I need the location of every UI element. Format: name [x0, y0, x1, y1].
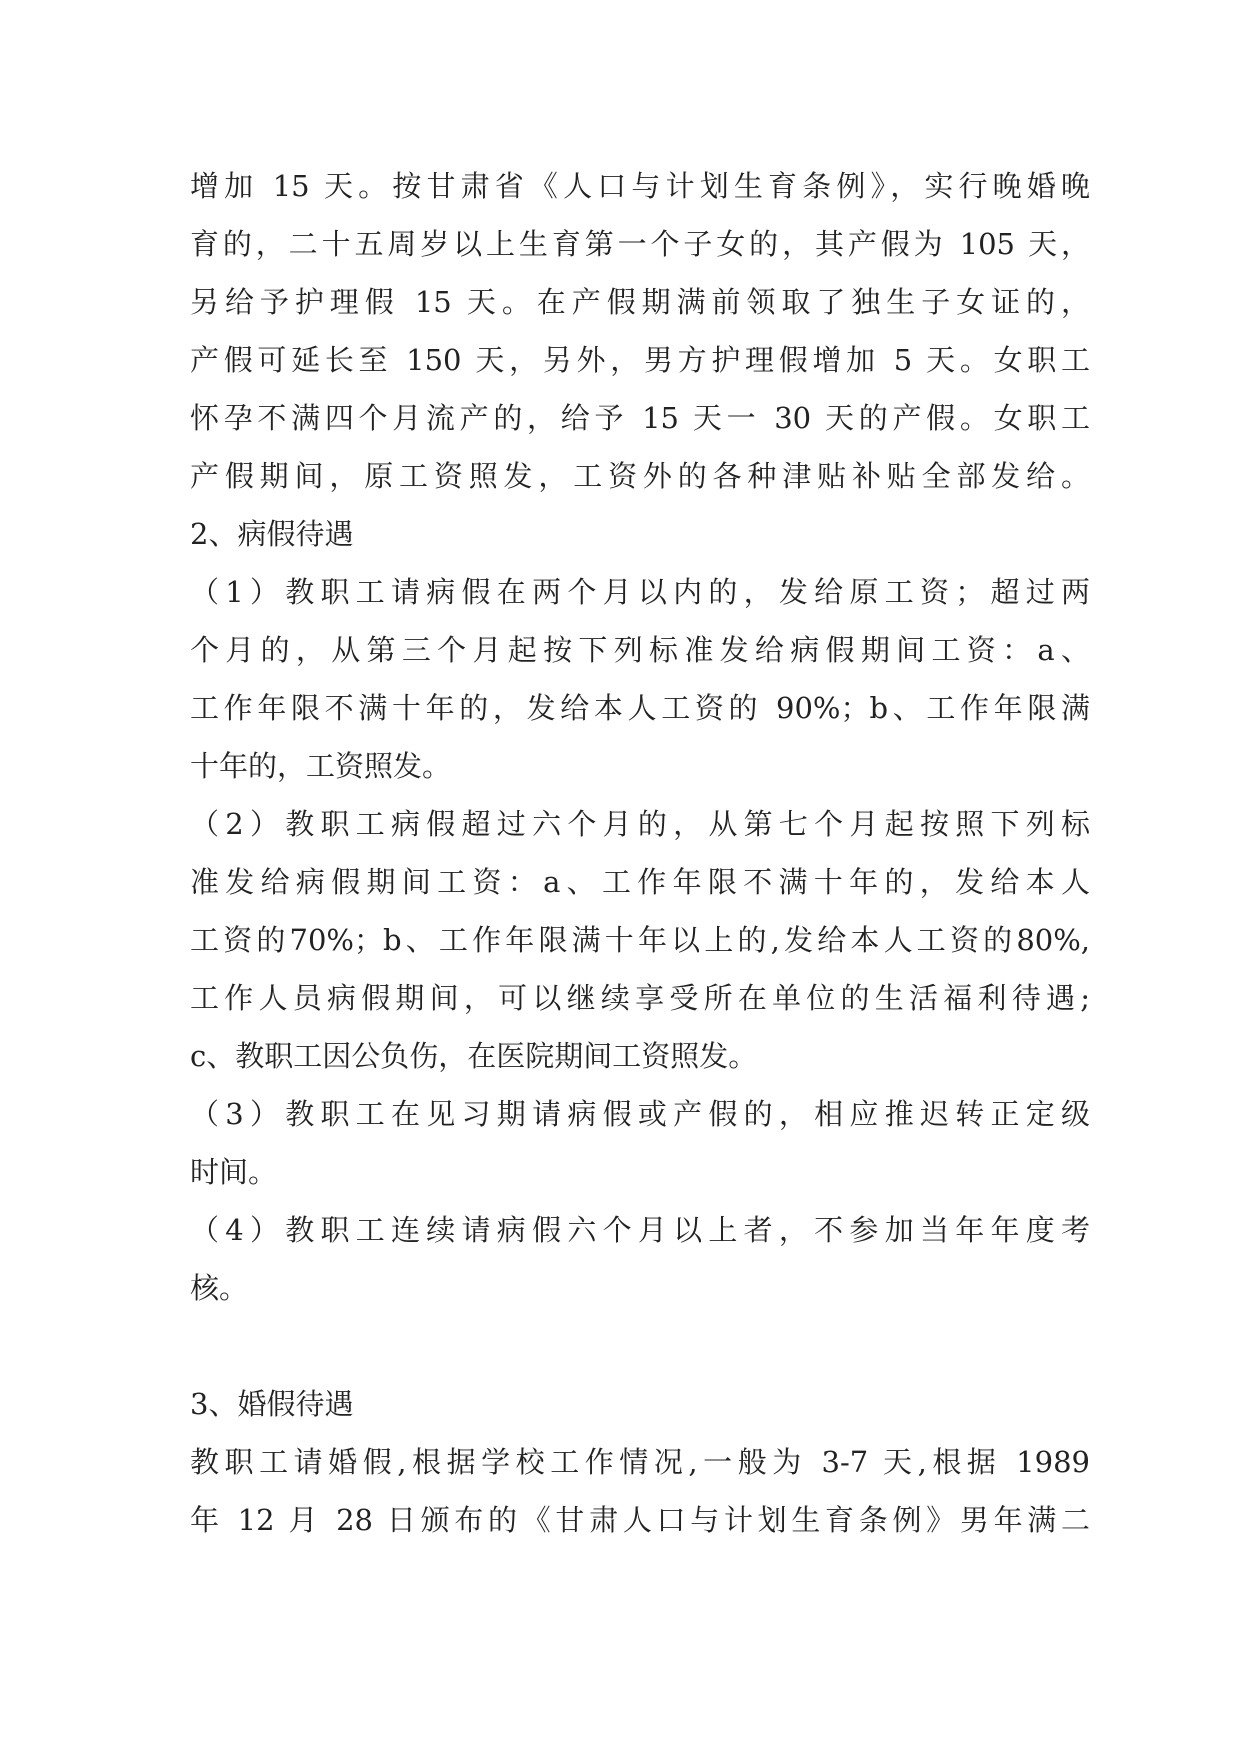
text-line: 怀孕不满四个月流产的，给予 15 天一 30 天的产假。女职工: [190, 401, 1090, 435]
text-line: 十年的，工资照发。: [190, 749, 452, 783]
text-line: c、教职工因公负伤，在医院期间工资照发。: [190, 1039, 758, 1073]
text-line: 年 12 月 28 日颁布的《甘肃人口与计划生育条例》男年满二: [190, 1503, 1090, 1537]
text-line: 工资的70%；b、工作年限满十年以上的,发给本人工资的80%,: [190, 923, 1090, 957]
text-line: （1）教职工请病假在两个月以内的，发给原工资；超过两: [190, 575, 1090, 609]
text-line: 核。: [190, 1271, 249, 1305]
text-line: 育的，二十五周岁以上生育第一个子女的，其产假为 105 天，: [190, 227, 1090, 261]
text-line: （4）教职工连续请病假六个月以上者，不参加当年年度考: [190, 1213, 1090, 1247]
text-line: 工作年限不满十年的，发给本人工资的 90%；b、工作年限满: [190, 691, 1090, 725]
text-line: 产假可延长至 150 天，另外，男方护理假增加 5 天。女职工: [190, 343, 1090, 377]
text-line: 教职工请婚假,根据学校工作情况,一般为 3-7 天,根据 1989: [190, 1445, 1090, 1479]
text-line: （2）教职工病假超过六个月的，从第七个月起按照下列标: [190, 807, 1090, 841]
text-line: 增加 15 天。按甘肃省《人口与计划生育条例》，实行晚婚晚: [190, 169, 1090, 203]
text-line: 另给予护理假 15 天。在产假期满前领取了独生子女证的，: [190, 285, 1090, 319]
text-line: 准发给病假期间工资：a、工作年限不满十年的，发给本人: [190, 865, 1090, 899]
text-line: 时间。: [190, 1155, 278, 1189]
section-heading: 2、病假待遇: [190, 517, 354, 551]
text-line: 个月的，从第三个月起按下列标准发给病假期间工资：a、: [190, 633, 1090, 667]
section-heading: 3、婚假待遇: [190, 1387, 354, 1421]
text-line: 产假期间，原工资照发，工资外的各种津贴补贴全部发给。: [190, 459, 1090, 493]
text-line: （3）教职工在见习期请病假或产假的，相应推迟转正定级: [190, 1097, 1090, 1131]
text-line: 工作人员病假期间，可以继续享受所在单位的生活福利待遇;: [190, 981, 1090, 1015]
